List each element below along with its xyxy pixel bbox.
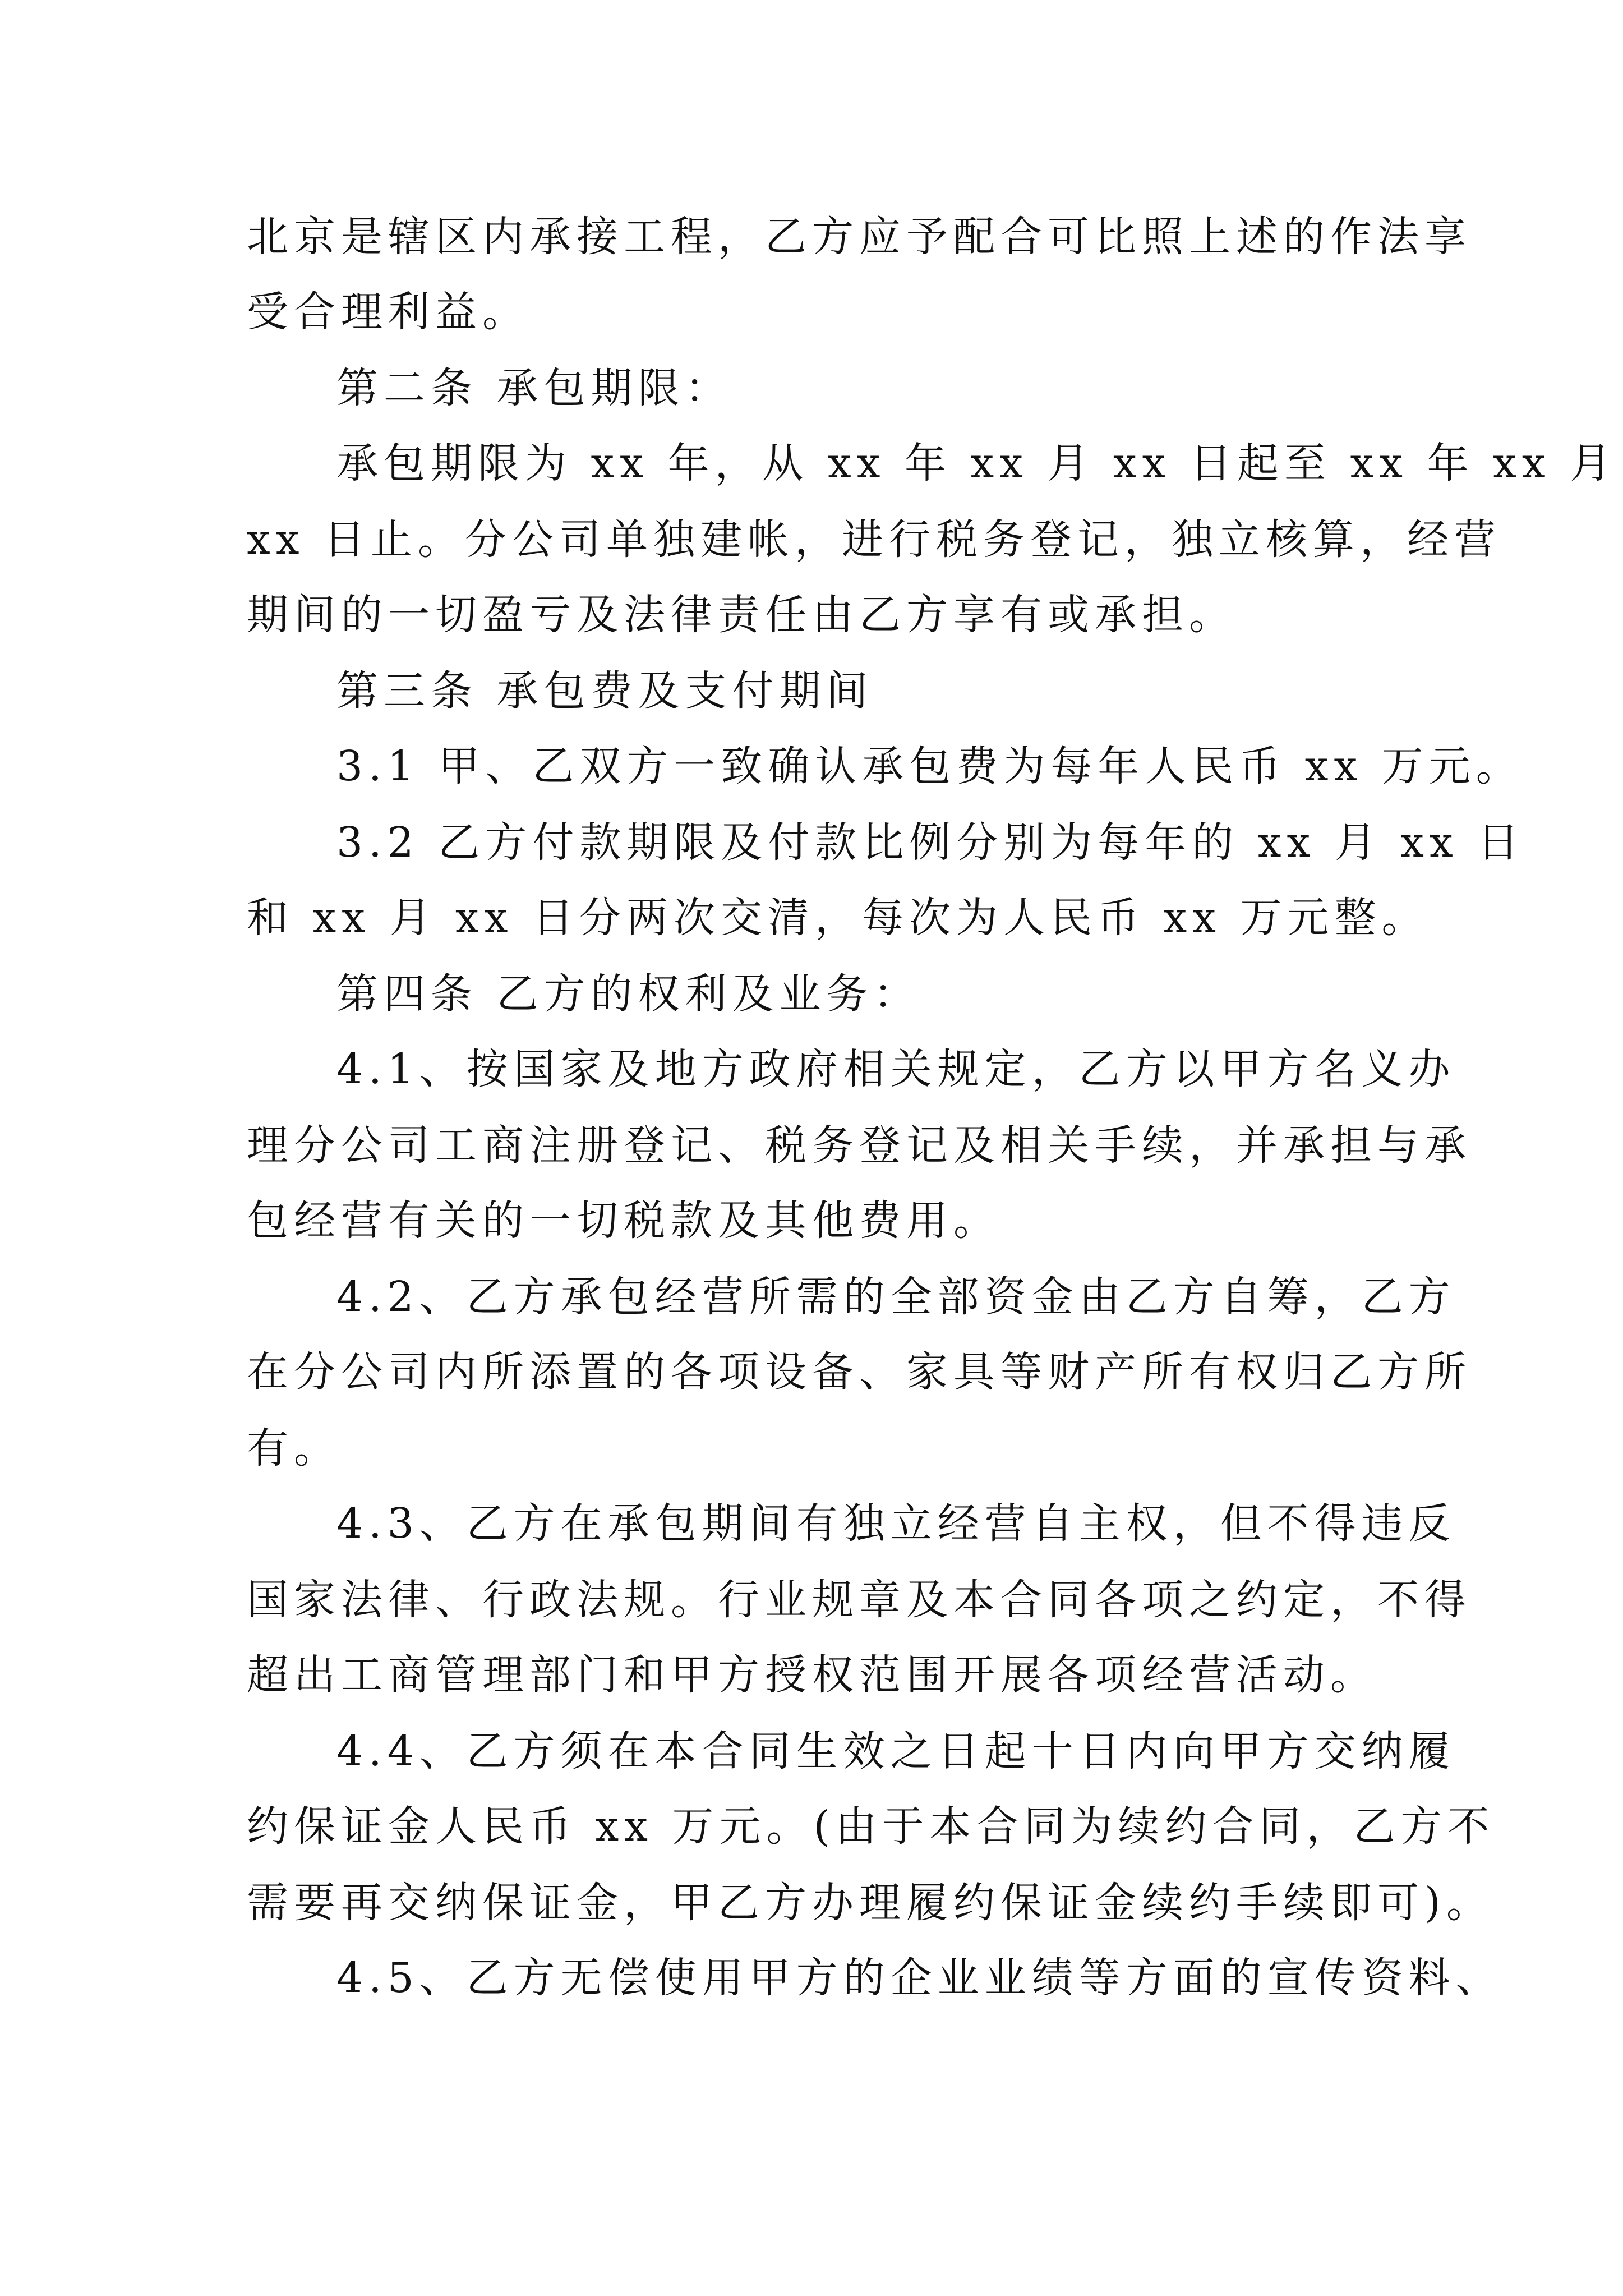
article-heading: 第四条 乙方的权利及业务：	[336, 970, 921, 1018]
paragraph-line: 约保证金人民币 xx 万元。(由于本合同为续约合同，乙方不	[247, 1802, 1495, 1851]
paragraph-line: 3.2 乙方付款期限及付款比例分别为每年的 xx 月 xx 日	[336, 818, 1525, 867]
paragraph-line: 受合理利益。	[247, 288, 529, 336]
paragraph-line: 在分公司内所添置的各项设备、家具等财产所有权归乙方所	[247, 1348, 1472, 1396]
paragraph-line: 4.5、乙方无偿使用甲方的企业业绩等方面的宣传资料、	[336, 1954, 1503, 2002]
paragraph-line: 和 xx 月 xx 日分两次交清，每次为人民币 xx 万元整。	[247, 894, 1429, 942]
paragraph-line: 包经营有关的一切税款及其他费用。	[247, 1197, 1000, 1245]
paragraph-line: 有。	[247, 1424, 341, 1473]
paragraph-line: 超出工商管理部门和甲方授权范围开展各项经营活动。	[247, 1651, 1377, 1699]
paragraph-line: 理分公司工商注册登记、税务登记及相关手续，并承担与承	[247, 1121, 1472, 1170]
paragraph-line: 期间的一切盈亏及法律责任由乙方享有或承担。	[247, 591, 1236, 639]
paragraph-line: 4.3、乙方在承包期间有独立经营自主权，但不得违反	[336, 1499, 1456, 1548]
paragraph-line: 需要再交纳保证金，甲乙方办理履约保证金续约手续即可)。	[247, 1879, 1493, 1927]
paragraph-line: 国家法律、行政法规。行业规章及本合同各项之约定，不得	[247, 1576, 1472, 1624]
article-heading: 第二条 承包期限：	[336, 364, 732, 412]
article-heading: 第三条 承包费及支付期间	[336, 667, 874, 715]
paragraph-line: xx 日止。分公司单独建帐，进行税务登记，独立核算，经营	[247, 516, 1501, 564]
paragraph-line: 4.1、按国家及地方政府相关规定，乙方以甲方名义办	[336, 1045, 1456, 1093]
paragraph-line: 4.4、乙方须在本合同生效之日起十日内向甲方交纳履	[336, 1727, 1456, 1775]
paragraph-line: 3.1 甲、乙双方一致确认承包费为每年人民币 xx 万元。	[336, 742, 1523, 790]
paragraph-line: 承包期限为 xx 年，从 xx 年 xx 月 xx 日起至 xx 年 xx 月	[336, 439, 1617, 487]
paragraph-line: 北京是辖区内承接工程，乙方应予配合可比照上述的作法享	[247, 213, 1472, 261]
paragraph-line: 4.2、乙方承包经营所需的全部资金由乙方自筹，乙方	[336, 1273, 1456, 1321]
